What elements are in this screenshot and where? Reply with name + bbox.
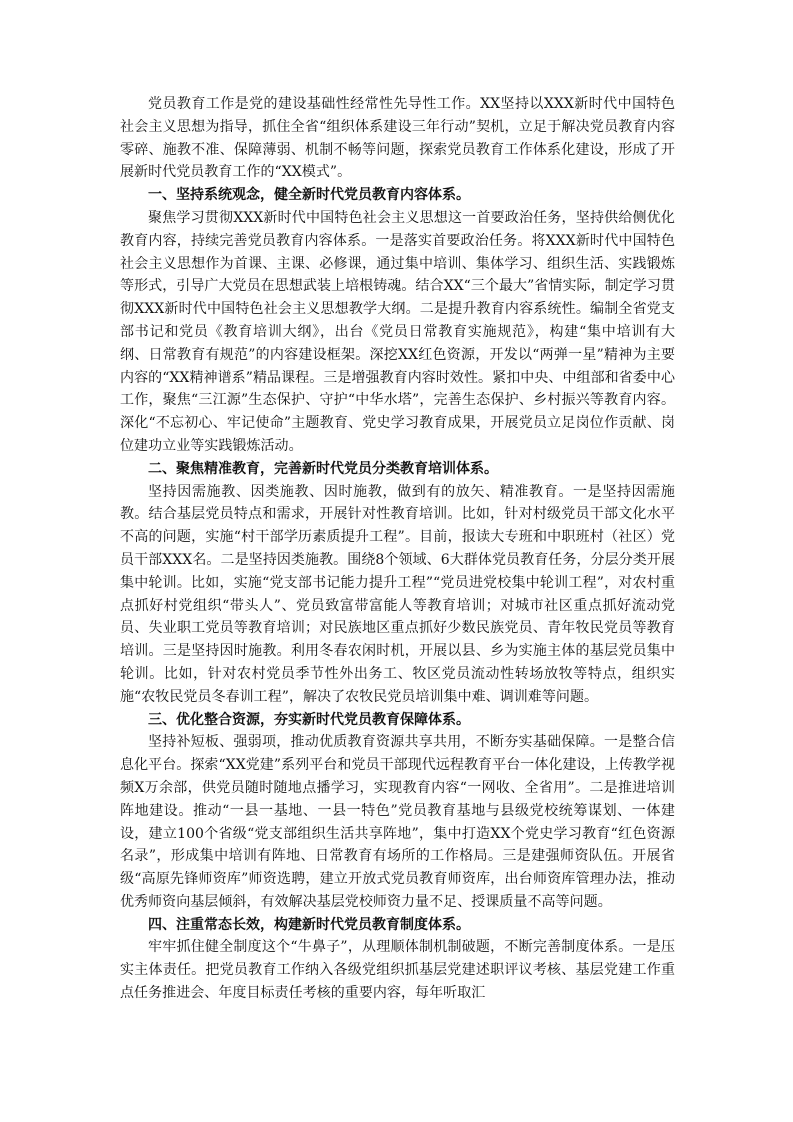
section-1-body: 聚焦学习贯彻XXX新时代中国特色社会主义思想这一首要政治任务，坚持供给侧优化教育内容，持续完善党员教育内容体系。一是落实首要政治任务。将XXX新时代中国特色社会主义思想作为首课、主课、必修课，通过集中培训、集体学习、组织生活、实践锻炼等形式，引导广大党员在思想武装上培根铸魂。结合XX“三个最大”省情实际，制定学习贯彻XXX新时代中国特色社会主义思想教学大纲。二是提升教育内容系统性。编制全省党支部书记和党员《教育培训大纲》，出台《党员日常教育实施规范》，构建“集中培训有大纲、日常教育有规范”的内容建设框架。深挖XX红色资源，开发以“两弹一星”精神为主要内容的“XX精神谱系”精品课程。三是增强教育内容时效性。紧扣中央、中组部和省委中心工作，聚焦“三江源”生态保护、守护“中华水塔”，完善生态保护、乡村振兴等教育内容。深化“不忘初心、牢记使命”主题教育、党史学习教育成果，开展党员立足岗位作贡献、岗位建功立业等实践锻炼活动。: [120, 209, 675, 454]
section-3-heading: 三、优化整合资源，夯实新时代党员教育保障体系。: [148, 711, 470, 728]
section-3-body: 坚持补短板、强弱项，推动优质教育资源共享共用，不断夯实基础保障。一是整合信息化平台。探索“XX党建”系列平台和党员干部现代远程教育平台一体化建设，上传教学视频X万余部，供党员随时随地点播学习，实现教育内容“一网收、全省用”。二是推进培训阵地建设。推动“一县一基地、一县一特色”党员教育基地与县级党校统筹谋划、一体建设，建立100个省级“党支部组织生活共享阵地”，集中打造XX个党史学习教育“红色资源名录”，形成集中培训有阵地、日常教育有场所的工作格局。三是建强师资队伍。开展省级“高原先锋师资库”师资选聘，建立开放式党员教育师资库，出台师资库管理办法，推动优秀师资向基层倾斜，有效解决基层党校师资力量不足、授课质量不高等问题。: [120, 734, 675, 910]
intro-paragraph: 党员教育工作是党的建设基础性经常性先导性工作。XX坚持以XXX新时代中国特色社会主义思想为指导，抓住全省“组织体系建设三年行动”契机，立足于解决党员教育内容零碎、施教不准、保障薄弱、机制不畅等问题，探索党员教育工作体系化建设，形成了开展新时代党员教育工作的“XX模式”。: [120, 96, 675, 181]
section-2-body: 坚持因需施教、因类施教、因时施教，做到有的放矢、精准教育。一是坚持因需施教。结合基层党员特点和需求，开展针对性教育培训。比如，针对村级党员干部文化水平不高的问题，实施“村干部学历素质提升工程”。目前，报读大专班和中职班村（社区）党员干部XXX名。二是坚持因类施教。围绕8个领域、6大群体党员教育任务，分层分类开展集中轮训。比如，实施“党支部书记能力提升工程”“党员进党校集中轮训工程”，对农村重点抓好村党组织“带头人”、党员致富带富能人等教育培训；对城市社区重点抓好流动党员、失业职工党员等教育培训；对民族地区重点抓好少数民族党员、青年牧民党员等教育培训。三是坚持因时施教。利用冬春农闲时机，开展以县、乡为实施主体的基层党员集中轮训。比如，针对农村党员季节性外出务工、牧区党员流动性转场放牧等特点，组织实施“农牧民党员冬春训工程”，解决了农牧民党员培训集中难、调训难等问题。: [120, 483, 675, 705]
section-4-heading: 四、注重常态长效，构建新时代党员教育制度体系。: [148, 916, 470, 933]
section-2-heading: 二、聚焦精准教育，完善新时代党员分类教育培训体系。: [148, 460, 498, 477]
section-1-heading: 一、坚持系统观念，健全新时代党员教育内容体系。: [148, 187, 470, 204]
section-4-body: 牢牢抓住健全制度这个“牛鼻子”，从理顺体制机制破题，不断完善制度体系。一是压实主体责任。把党员教育工作纳入各级党组织抓基层党建述职评议考核、基层党建工作重点任务推进会、年度目标责任考核的重要内容，每年听取汇: [120, 939, 675, 1002]
document-page: [120, 93, 675, 1005]
